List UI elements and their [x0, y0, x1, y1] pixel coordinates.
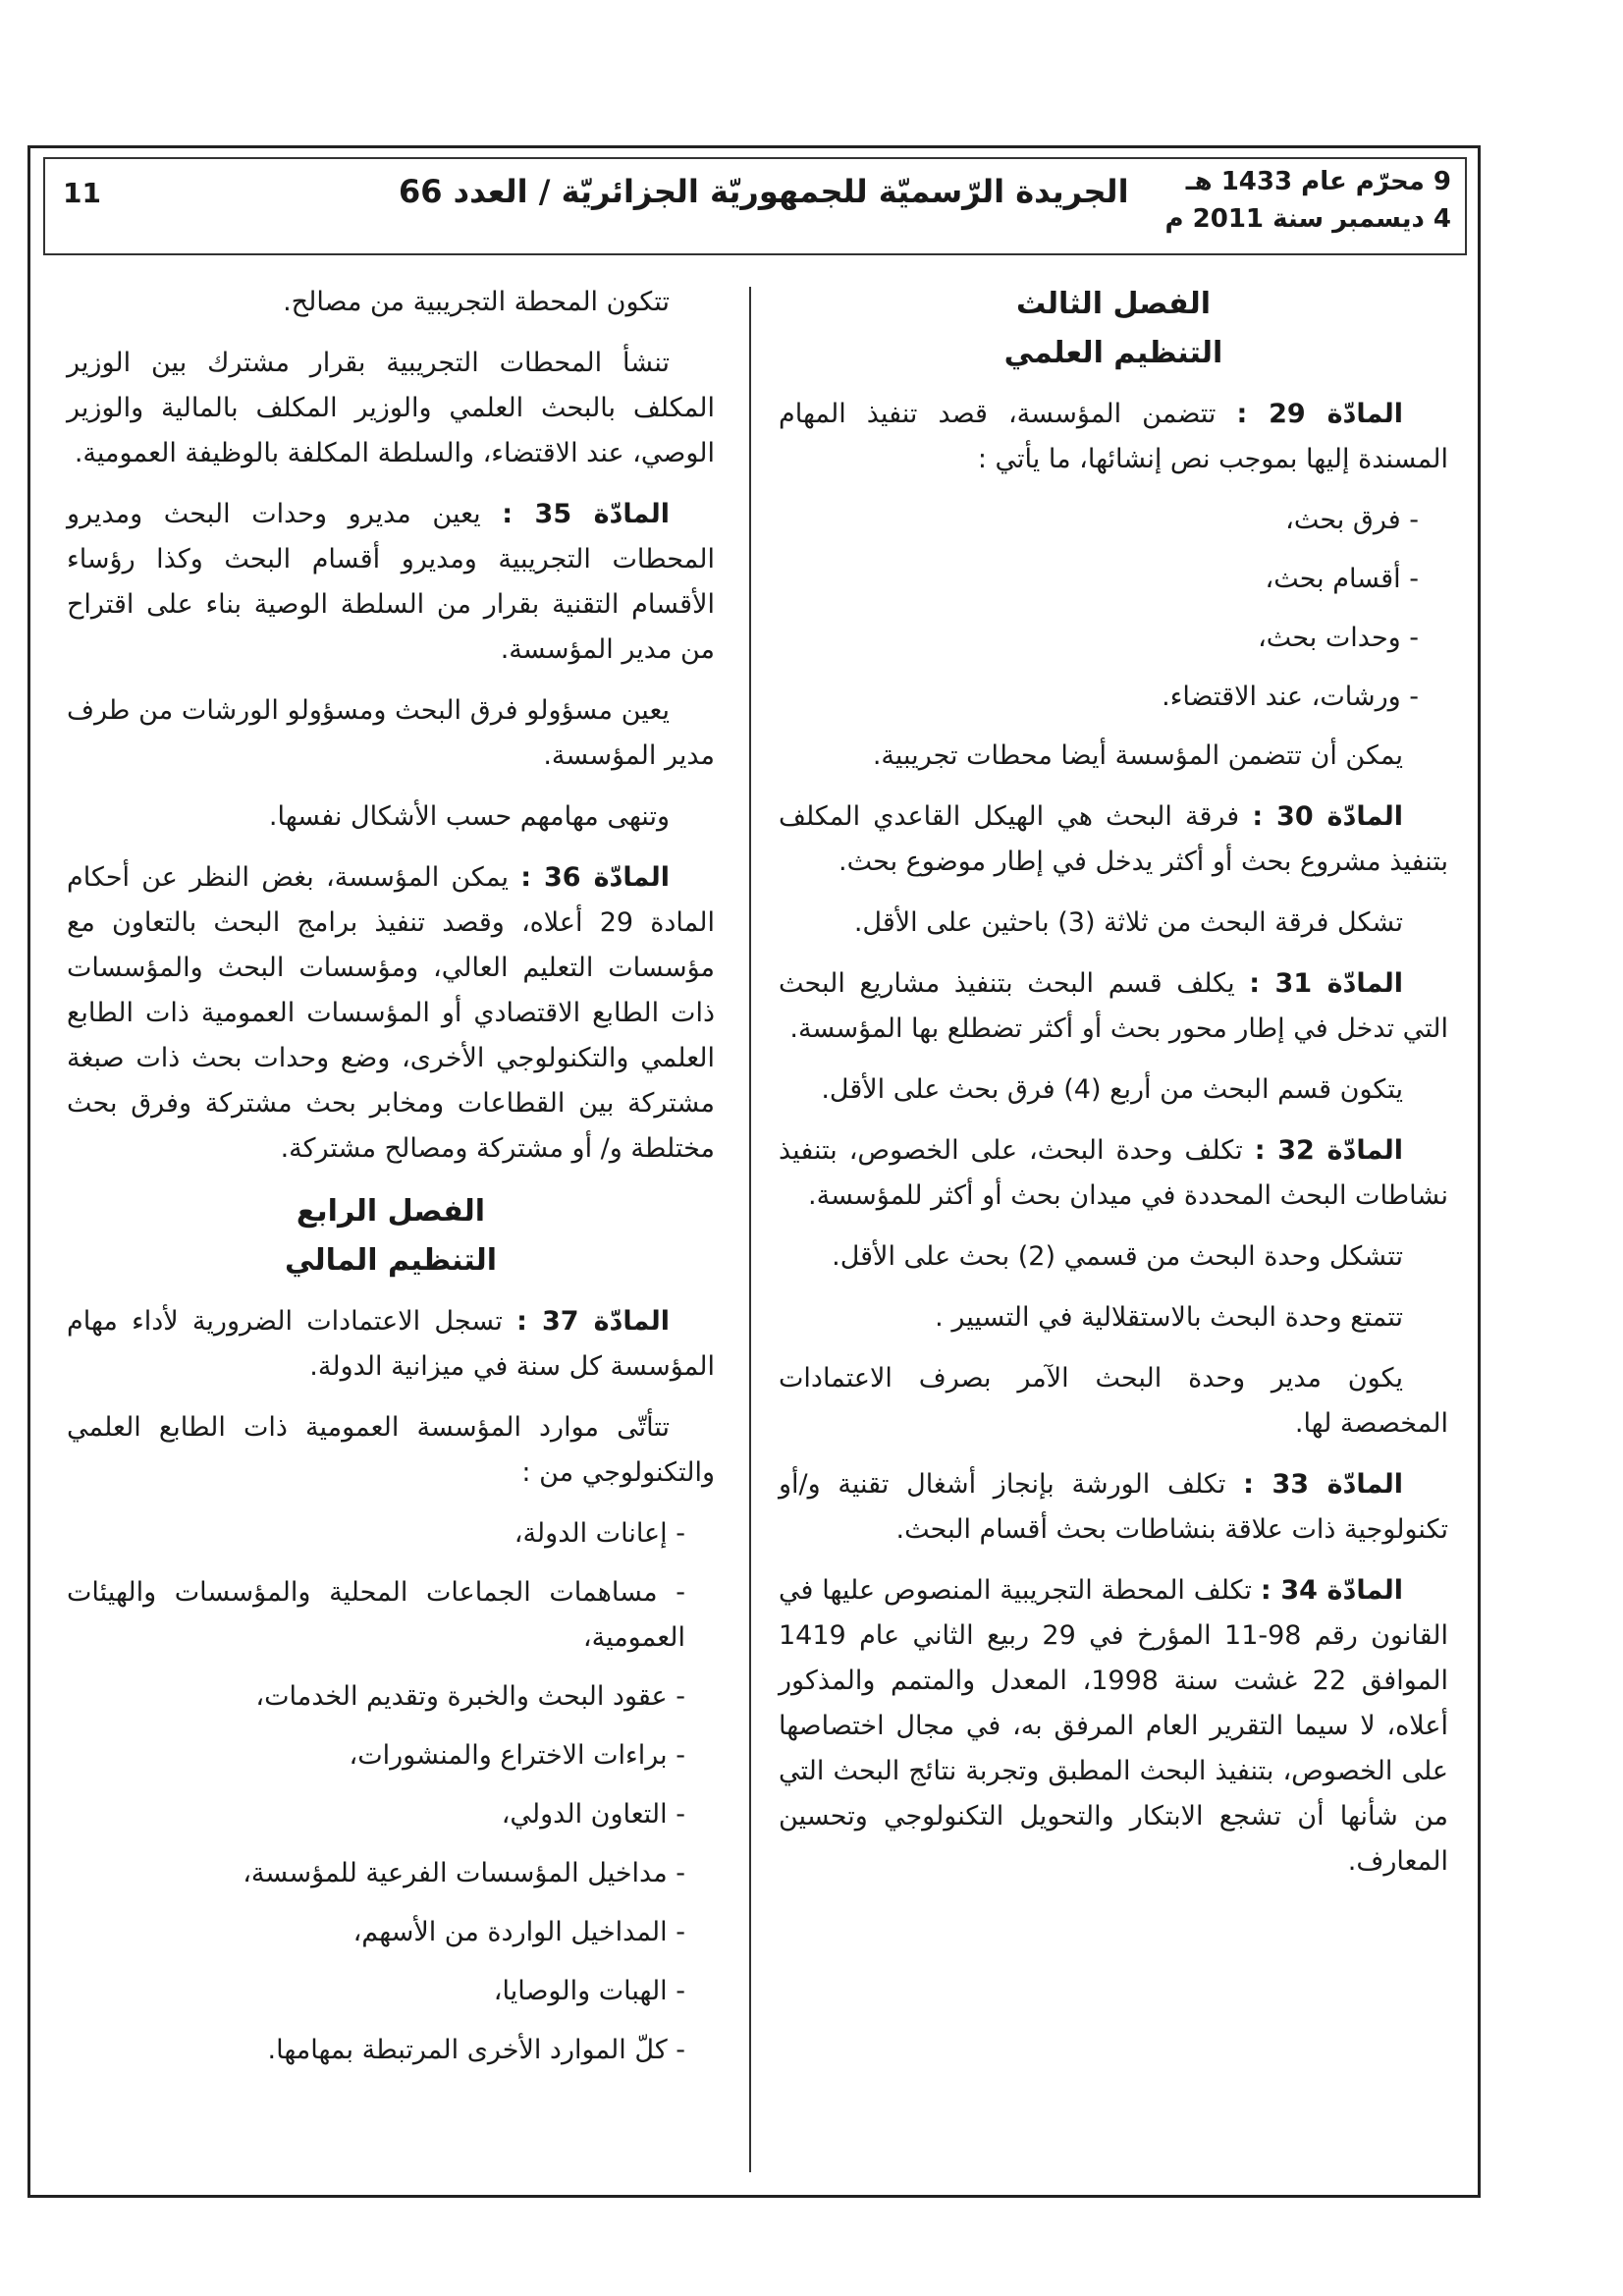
chapter-4-title: الفصل الرابع — [296, 1194, 486, 1229]
list-item: - الهبات والوصايا، — [493, 1976, 685, 2006]
paragraph: تتأتّى موارد المؤسسة العمومية ذات الطابع العلمي والتكنولوجي من : — [67, 1412, 715, 1488]
list-item: - مداخيل المؤسسات الفرعية للمؤسسة، — [243, 1858, 685, 1888]
article-label: المادّة 33 : — [1243, 1469, 1403, 1500]
list-item: - مساهمات الجماعات المحلية والمؤسسات والهيئات العمومية، — [67, 1577, 685, 1653]
paragraph: تتشكل وحدة البحث من قسمي (2) بحث على الأقل. — [832, 1241, 1403, 1272]
article-label: المادّة 32 : — [1254, 1135, 1403, 1166]
paragraph: تتكون المحطة التجريبية من مصالح. — [283, 287, 670, 317]
article-text: تكلف وحدة البحث، على الخصوص، بتنفيذ نشاطات البحث المحددة في ميدان بحث أو أكثر للمؤسسة. — [779, 1135, 1448, 1211]
list-item: - براءات الاختراع والمنشورات، — [349, 1740, 685, 1771]
paragraph: يكون مدير وحدة البحث الآمر بصرف الاعتمادات المخصصة لها. — [779, 1363, 1448, 1439]
list-item: - عقود البحث والخبرة وتقديم الخدمات، — [255, 1681, 685, 1712]
chapter-4-heading — [67, 1187, 715, 1285]
list-item: - المداخيل الواردة من الأسهم، — [352, 1917, 685, 1947]
page-number: 11 — [63, 177, 101, 209]
article-label: المادّة 29 : — [1236, 399, 1403, 429]
paragraph: يمكن أن تتضمن المؤسسة أيضا محطات تجريبية. — [872, 740, 1403, 771]
column-divider — [749, 287, 751, 2172]
issue-date — [1165, 163, 1451, 238]
date-gregorian: 4 ديسمبر سنة 2011 م — [1164, 204, 1451, 234]
article-35 — [67, 492, 715, 673]
article-33 — [779, 1462, 1448, 1553]
article-34 — [779, 1568, 1448, 1885]
chapter-4-subtitle: التنظيم المالي — [284, 1243, 498, 1278]
article-text: فرقة البحث هي الهيكل القاعدي المكلف بتنفيذ مشروع بحث أو أكثر يدخل في إطار موضوع بحث. — [779, 801, 1448, 877]
article-text: تكلف الورشة بإنجاز أشغال تقنية و/أو تكنولوجية ذات علاقة بنشاطات بحث أقسام البحث. — [779, 1469, 1448, 1545]
article-36 — [67, 855, 715, 1172]
article-37 — [67, 1299, 715, 1390]
article-30 — [779, 794, 1448, 885]
list-item: - فرق بحث، — [1285, 505, 1419, 535]
article-label: المادّة 30 : — [1252, 801, 1403, 832]
right-column — [779, 280, 1448, 1900]
chapter-3-subtitle: التنظيم العلمي — [1003, 336, 1223, 370]
article-text: يعين مديرو وحدات البحث ومديرو المحطات التجريبية ومديرو أقسام البحث وكذا رؤساء الأقسام التقنية بقرار من السلطة الوصية بناء على اقتراح من مدير المؤسسة. — [67, 499, 715, 665]
left-column — [67, 280, 715, 2087]
article-text: يكلف قسم البحث بتنفيذ مشاريع البحث التي تدخل في إطار محور بحث أو أكثر تضطلع بها المؤسسة. — [779, 968, 1448, 1044]
gazette-title: الجريدة الرّسميّة للجمهوريّة الجزائريّة / العدد 66 — [399, 173, 1129, 210]
article-label: المادّة 31 : — [1249, 968, 1404, 999]
list-item: - التعاون الدولي، — [501, 1799, 685, 1830]
list-item: - كلّ الموارد الأخرى المرتبطة بمهامها. — [267, 2035, 685, 2065]
article-label: المادّة 36 : — [520, 862, 671, 893]
article-label: المادّة 35 : — [502, 499, 671, 529]
article-31 — [779, 961, 1448, 1052]
article-29 — [779, 392, 1448, 482]
paragraph: يتكون قسم البحث من أربع (4) فرق بحث على الأقل. — [821, 1074, 1403, 1105]
list-item: - أقسام بحث، — [1265, 564, 1419, 594]
chapter-3-heading — [779, 280, 1448, 378]
article-text: تسجل الاعتمادات الضرورية لأداء مهام المؤسسة كل سنة في ميزانية الدولة. — [67, 1306, 715, 1382]
article-label: المادّة 34 : — [1260, 1575, 1403, 1606]
article-32 — [779, 1128, 1448, 1219]
article-text: يمكن المؤسسة، بغض النظر عن أحكام المادة 29 أعلاه، وقصد تنفيذ برامج البحث بالتعاون مع مؤسسات التعليم العالي، ومؤسسات البحث والمؤسسات ذات الطابع الاقتصادي أو المؤسسات العمومية ذات الطابع العلمي والتكنولوجي الأخرى، وضع وحدات بحث ذات صبغة مشتركة بين القطاعات ومخابر بحث مشتركة وفرق بحث مختلطة و/ أو مشتركة ومصالح مشتركة. — [67, 862, 715, 1164]
article-label: المادّة 37 : — [516, 1306, 670, 1337]
list-item: - وحدات بحث، — [1258, 623, 1419, 653]
article-text: تكلف المحطة التجريبية المنصوص عليها في القانون رقم 98-11 المؤرخ في 29 ربيع الثاني عام 1419 الموافق 22 غشت سنة 1998، المعدل والمتمم والمذكور أعلاه، لا سيما التقرير العام المرفق به، في مجال اختصاصها على الخصوص، بتنفيذ البحث المطبق وتجربة نتائج البحث التي من شأنها أن تشجع الابتكار والتحويل التكنولوجي وتحسين المعارف. — [779, 1575, 1449, 1877]
date-hijri: 9 محرّم عام 1433 هـ — [1185, 167, 1451, 196]
article-text: تتضمن المؤسسة، قصد تنفيذ المهام المسندة إليها بموجب نص إنشائها، ما يأتي : — [779, 399, 1448, 474]
list-item: - ورشات، عند الاقتضاء. — [1162, 682, 1419, 712]
chapter-3-title: الفصل الثالث — [1015, 287, 1211, 321]
paragraph: وتنهى مهامهم حسب الأشكال نفسها. — [268, 801, 670, 832]
paragraph: تنشأ المحطات التجريبية بقرار مشترك بين الوزير المكلف بالبحث العلمي والوزير المكلف بالمالية والوزير الوصي، عند الاقتضاء، والسلطة المكلفة بالوظيفة العمومية. — [67, 348, 715, 468]
paragraph: يعين مسؤولو فرق البحث ومسؤولو الورشات من طرف مدير المؤسسة. — [67, 695, 715, 771]
list-item: - إعانات الدولة، — [514, 1518, 685, 1549]
paragraph: تتمتع وحدة البحث بالاستقلالية في التسيير . — [935, 1302, 1403, 1333]
paragraph: تشكل فرقة البحث من ثلاثة (3) باحثين على الأقل. — [853, 907, 1403, 938]
page-header — [43, 157, 1467, 255]
